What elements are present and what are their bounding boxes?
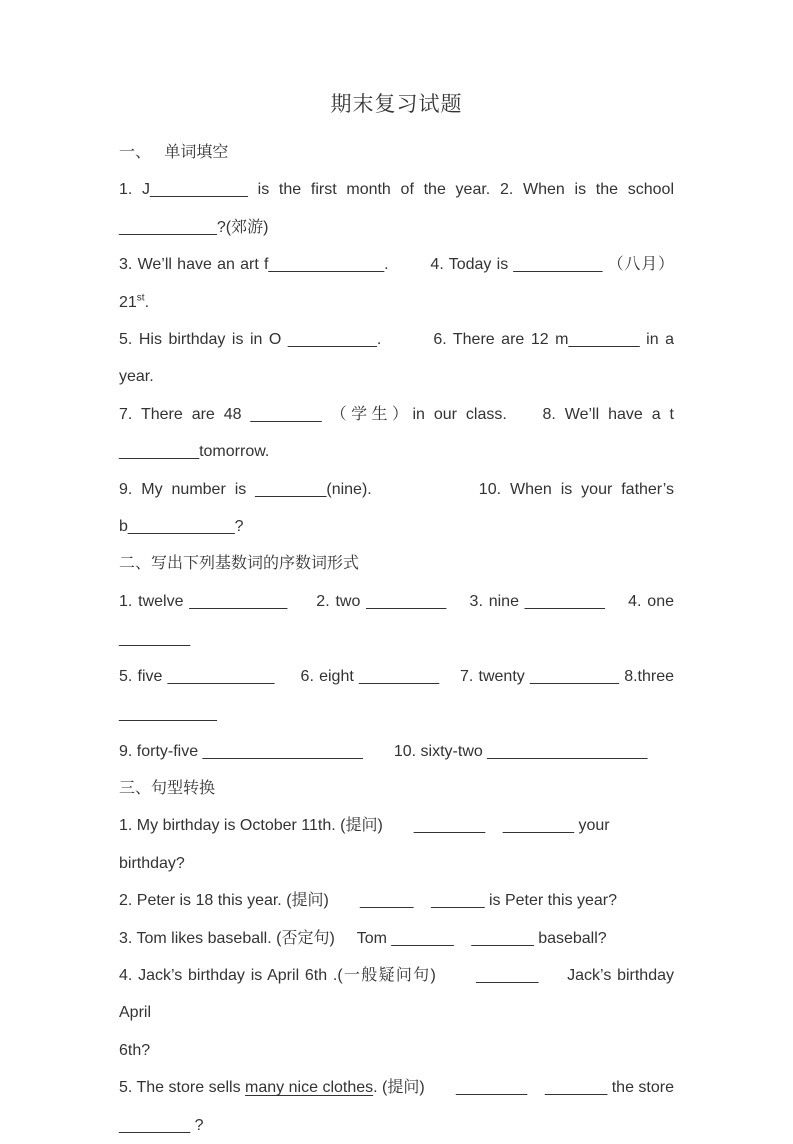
q5-underlined-phrase: many nice clothes [245,1079,374,1097]
s2-q4-line2: ________ [119,630,191,648]
ordinal-number: 21 [119,293,137,311]
s1-q10-line2: b____________? [119,518,244,536]
s3-q5-line1 [119,1069,674,1106]
s1-q1-q2-line1: 1. J___________ is the first month of the year. 2. When is the school [119,181,674,199]
exam-title: 期末复习试题 [330,93,463,116]
s1-q6-line2: year. [119,368,154,386]
s1-q7-q8-line1: 7. There are 48 ________ （学生）in our class. 8. We’ll have a t [119,405,674,423]
s1-q8-line2: _________tomorrow. [119,443,270,461]
s2-q1-q4-line1: 1. twelve ___________ 2. two _________ 3. nine _________ 4. one [119,592,674,610]
s3-q4-line1: 4. Jack’s birthday is April 6th .(一般疑问句) _______ Jack’s birthday April [119,966,674,1022]
q5-prefix: 5. The store sells [119,1079,246,1097]
s2-q8-line2: ___________ [119,705,217,723]
s3-q3-line: 3. Tom likes baseball. (否定句) Tom _______ _______ baseball? [119,929,607,947]
section3-heading: 三、句型转换 [119,779,216,797]
s3-q2-line: 2. Peter is 18 this year. (提问) ______ ______ is Peter this year? [119,892,618,910]
period: . [144,293,150,311]
s3-q1-line: 1. My birthday is October 11th. (提问) ________ ________ your birthday? [119,817,610,872]
s1-q4-line2 [119,284,674,321]
s2-q5-q8-line1: 5. five ____________ 6. eight _________ 7. twenty __________ 8.three [119,667,674,685]
s1-q5-q6-line1: 5. His birthday is in O __________. 6. There are 12 m________ in a [119,331,674,349]
s3-q4-line2: 6th? [119,1041,151,1059]
s1-q2-line2: ___________?(郊游) [119,218,269,236]
section1-heading: 一、 单词填空 [119,144,229,161]
q5-suffix: . (提问) ________ _______ the store [373,1079,674,1097]
s1-q3-q4-line1: 3. We’ll have an art f_____________. 4. Today is __________ （八月） [119,256,674,274]
s1-q9-q10-line1: 9. My number is ________(nine). 10. When is your father’s [119,480,674,498]
s3-q5-line2: ________ ? [119,1116,204,1134]
s2-q9-q10-line: 9. forty-five __________________ 10. sixty-two __________________ [119,742,648,760]
section2-heading: 二、写出下列基数词的序数词形式 [119,555,360,573]
ordinal-suffix: st [136,292,145,304]
